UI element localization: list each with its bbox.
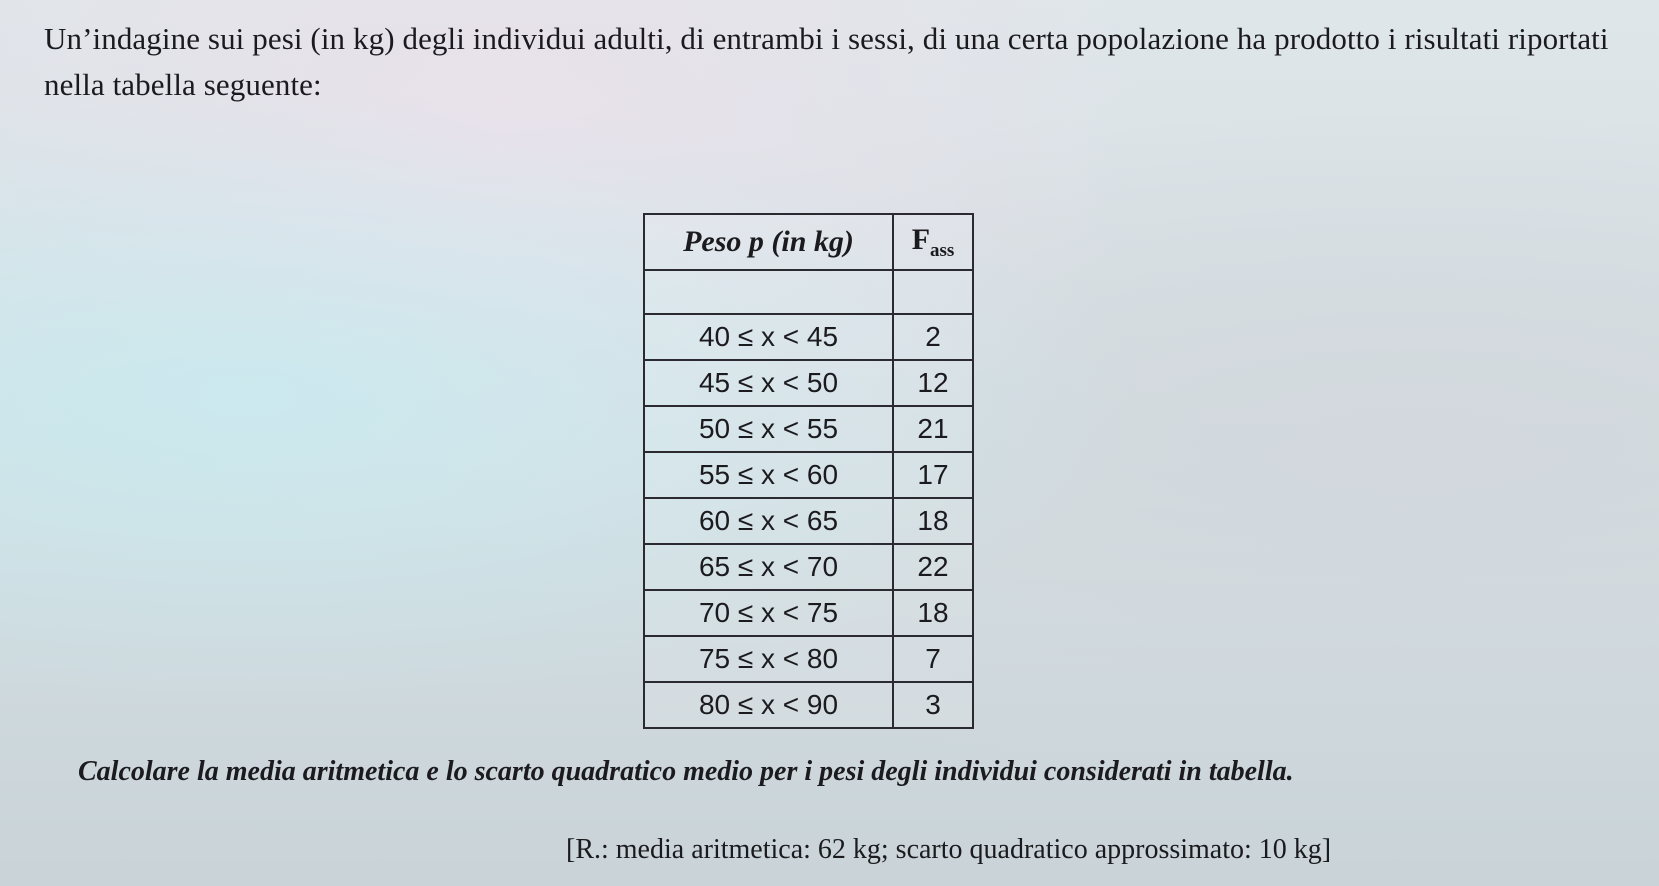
range-cell: 50 ≤ x < 55 [644,406,893,452]
frequency-cell: 18 [893,590,973,636]
answer-text: [R.: media aritmetica: 62 kg; scarto quadratico approssimato: 10 kg] [566,834,1332,865]
range-cell: 45 ≤ x < 50 [644,360,893,406]
empty-cell [644,270,893,314]
intro-paragraph: Un’indagine sui pesi (in kg) degli individui adulti, di entrambi i sessi, di una certa popolazione ha prodotto i risultati riportati nella tabella seguente: [44,21,1609,102]
range-cell: 40 ≤ x < 45 [644,314,893,360]
range-cell: 60 ≤ x < 65 [644,498,893,544]
range-cell: 70 ≤ x < 75 [644,590,893,636]
frequency-cell: 12 [893,360,973,406]
frequency-cell: 21 [893,406,973,452]
header-fass [893,214,973,270]
table-row [644,590,973,636]
table-header-row [644,214,973,270]
frequency-cell: 18 [893,498,973,544]
range-cell: 55 ≤ x < 60 [644,452,893,498]
table-row [644,406,973,452]
table-row [644,314,973,360]
frequency-cell: 2 [893,314,973,360]
header-fass-subscript: ass [930,239,955,261]
empty-row [644,270,973,314]
table-row [644,544,973,590]
table-row [644,452,973,498]
empty-cell [893,270,973,314]
range-cell: 80 ≤ x < 90 [644,682,893,728]
question-text: Calcolare la media aritmetica e lo scarto quadratico medio per i pesi degli individui considerati in tabella. [78,756,1294,787]
range-cell: 65 ≤ x < 70 [644,544,893,590]
frequency-cell: 22 [893,544,973,590]
frequency-cell: 3 [893,682,973,728]
table-row [644,682,973,728]
header-peso: Peso p (in kg) [644,214,893,270]
table-row [644,636,973,682]
table-row [644,498,973,544]
frequency-cell: 7 [893,636,973,682]
frequency-cell: 17 [893,452,973,498]
frequency-table-container [643,213,974,729]
header-fass-main: F [911,222,931,256]
table-row [644,360,973,406]
frequency-table [643,213,974,729]
range-cell: 75 ≤ x < 80 [644,636,893,682]
